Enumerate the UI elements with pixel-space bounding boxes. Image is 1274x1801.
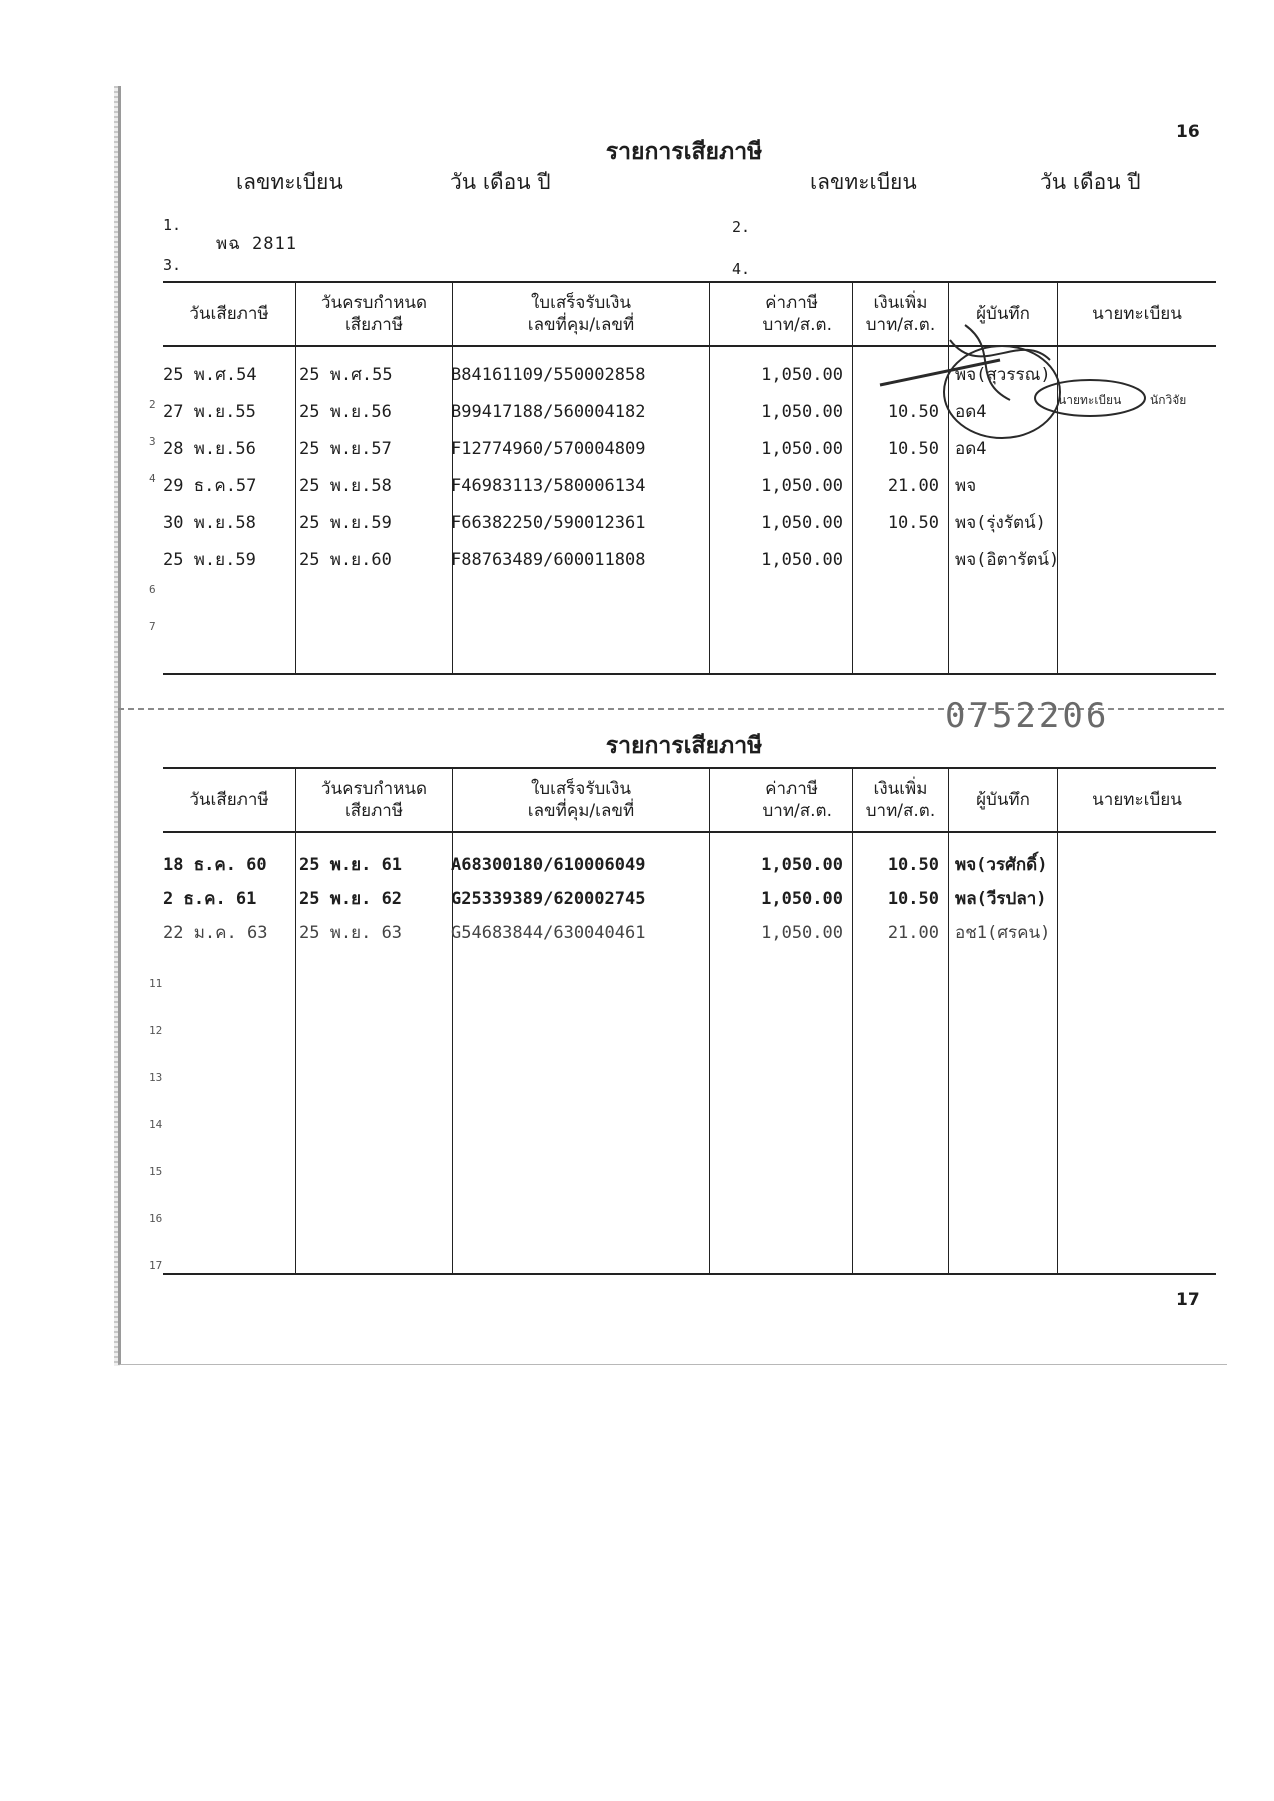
table-row	[163, 542, 1216, 578]
row-number: 6	[149, 583, 156, 596]
cell-pay-date: 22 ม.ค. 63	[163, 923, 268, 943]
reg-slot-1: 1.	[163, 216, 182, 234]
cell-recorder: พจ(วรศักดิ์)	[955, 855, 1048, 875]
table-row	[163, 915, 1216, 951]
cell-pay-date: 2 ธ.ค. 61	[163, 889, 257, 909]
row-number: 11	[149, 977, 163, 990]
col-receipt: ใบเสร็จรับเงิน เลขที่คุม/เลขที่	[527, 779, 635, 821]
col-pay-date: วันเสียภาษี	[189, 304, 269, 324]
stamp-text: นายทะเบียน	[1058, 393, 1122, 407]
cell-extra: 21.00	[887, 476, 939, 496]
cell-recorder: อด4	[955, 439, 987, 459]
table-header	[163, 769, 1216, 833]
registrar-stamp-icon	[940, 320, 1187, 470]
date-label-left: วัน เดือน ปี	[450, 170, 551, 194]
cell-due-date: 25 พ.ศ.55	[299, 365, 393, 385]
plate-number: พฉ 2811	[216, 234, 297, 254]
date-label-right: วัน เดือน ปี	[1040, 170, 1141, 194]
cell-tax: 1,050.00	[761, 923, 843, 943]
row-number: 16	[149, 1212, 163, 1225]
row-number: 15	[149, 1165, 163, 1178]
cell-due-date: 25 พ.ย.60	[299, 550, 392, 570]
row-number: 4	[149, 472, 156, 485]
col-tax: ค่าภาษี บาท/ส.ต.	[762, 779, 832, 821]
page-number-top: 16	[1176, 122, 1200, 142]
cell-tax: 1,050.00	[761, 889, 843, 909]
page-number-bottom: 17	[1176, 1290, 1200, 1310]
reg-slot-3: 3.	[163, 256, 182, 274]
col-due-date: วันครบกำหนด เสียภาษี	[320, 779, 428, 821]
cell-pay-date: 28 พ.ย.56	[163, 439, 256, 459]
col-extra: เงินเพิ่ม บาท/ส.ต.	[865, 779, 936, 821]
cell-pay-date: 30 พ.ย.58	[163, 513, 256, 533]
cell-recorder: พล(วีรปลา)	[955, 889, 1047, 909]
table-row	[163, 847, 1216, 883]
col-due-date: วันครบกำหนด เสียภาษี	[320, 293, 428, 335]
col-extra: เงินเพิ่ม บาท/ส.ต.	[865, 293, 936, 335]
cell-recorder: พจ(สุวรรณ)	[955, 365, 1051, 385]
cell-due-date: 25 พ.ย.59	[299, 513, 392, 533]
cell-receipt: F66382250/590012361	[451, 513, 646, 533]
row-number: 12	[149, 1024, 163, 1037]
row-number: 3	[149, 435, 156, 448]
signature-text: นักวิจัย	[1150, 393, 1187, 407]
row-number: 13	[149, 1071, 163, 1084]
cell-receipt: A68300180/610006049	[451, 855, 646, 875]
cell-extra: 10.50	[887, 889, 939, 909]
cell-due-date: 25 พ.ย.57	[299, 439, 392, 459]
cell-recorder: พจ(รุ่งรัตน์)	[955, 513, 1046, 533]
table-row	[163, 881, 1216, 917]
cell-extra	[853, 542, 939, 578]
cell-tax: 1,050.00	[761, 513, 843, 533]
cell-receipt: G25339389/620002745	[451, 889, 646, 909]
cell-recorder: พจ	[955, 476, 977, 496]
col-pay-date: วันเสียภาษี	[189, 790, 269, 810]
cell-tax: 1,050.00	[761, 402, 843, 422]
col-recorder: ผู้บันทึก	[976, 304, 1030, 324]
reg-label-left: เลขทะเบียน	[236, 170, 343, 194]
col-registrar: นายทะเบียน	[1092, 790, 1182, 810]
cell-tax: 1,050.00	[761, 550, 843, 570]
cell-pay-date: 18 ธ.ค. 60	[163, 855, 267, 875]
cell-tax: 1,050.00	[761, 365, 843, 385]
cell-receipt: B99417188/560004182	[451, 402, 646, 422]
cell-due-date: 25 พ.ย. 61	[299, 855, 403, 875]
cell-receipt: F12774960/570004809	[451, 439, 646, 459]
table-row	[163, 505, 1216, 541]
cell-due-date: 25 พ.ย. 62	[299, 889, 403, 909]
cell-receipt: F88763489/600011808	[451, 550, 646, 570]
cell-receipt: F46983113/580006134	[451, 476, 646, 496]
top-title: รายการเสียภาษี	[605, 138, 763, 165]
cell-extra: 21.00	[887, 923, 939, 943]
col-recorder: ผู้บันทึก	[976, 790, 1030, 810]
col-registrar: นายทะเบียน	[1092, 304, 1182, 324]
cell-due-date: 25 พ.ย. 63	[299, 923, 403, 943]
row-number: 14	[149, 1118, 163, 1131]
cell-extra: 10.50	[887, 855, 939, 875]
cell-pay-date: 27 พ.ย.55	[163, 402, 256, 422]
cell-extra: 10.50	[887, 439, 939, 459]
reg-slot-4: 4.	[732, 260, 751, 278]
cell-due-date: 25 พ.ย.58	[299, 476, 392, 496]
table-row	[163, 468, 1216, 504]
col-receipt: ใบเสร็จรับเงิน เลขที่คุม/เลขที่	[527, 293, 635, 335]
row-number: 2	[149, 398, 156, 411]
cell-tax: 1,050.00	[761, 439, 843, 459]
cell-due-date: 25 พ.ย.56	[299, 402, 392, 422]
cell-extra: 10.50	[887, 402, 939, 422]
tax-table-bottom	[149, 767, 1216, 1275]
reg-slot-2: 2.	[732, 218, 751, 236]
col-tax: ค่าภาษี บาท/ส.ต.	[762, 293, 832, 335]
row-number: 17	[149, 1259, 163, 1272]
cell-recorder: อด4	[955, 402, 987, 422]
cell-tax: 1,050.00	[761, 855, 843, 875]
cell-extra: 10.50	[887, 513, 939, 533]
cell-tax: 1,050.00	[761, 476, 843, 496]
faded-number: 0752206	[945, 696, 1110, 736]
reg-label-right: เลขทะเบียน	[810, 170, 917, 194]
cell-receipt: B84161109/550002858	[451, 365, 646, 385]
bottom-title: รายการเสียภาษี	[605, 732, 763, 759]
cell-pay-date: 25 พ.ย.59	[163, 550, 256, 570]
cell-recorder: อช1(ศรคน)	[955, 923, 1051, 943]
cell-pay-date: 29 ธ.ค.57	[163, 476, 257, 496]
row-number: 7	[149, 620, 156, 633]
cell-recorder: พจ(อิตารัตน์)	[955, 550, 1060, 570]
cell-pay-date: 25 พ.ศ.54	[163, 365, 257, 385]
cell-receipt: G54683844/630040461	[451, 923, 646, 943]
